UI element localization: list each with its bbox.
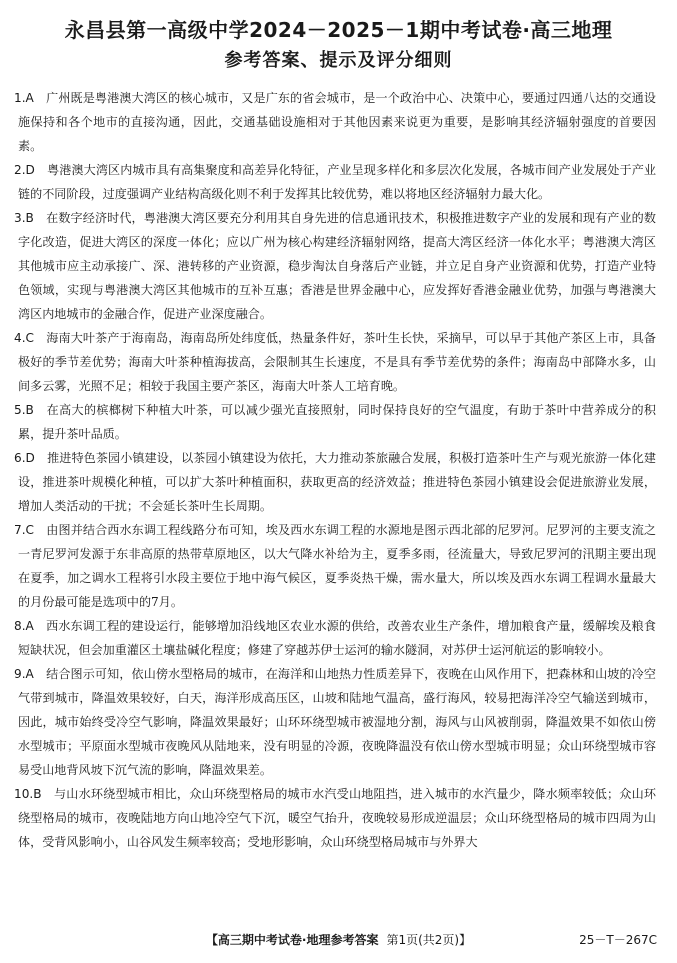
answer-number: 9.A	[14, 667, 34, 681]
document-subtitle: 参考答案、提示及评分细则	[224, 50, 453, 71]
page-footer	[0, 931, 677, 951]
answer-number: 5.B	[14, 403, 34, 417]
answer-number: 2.D	[14, 163, 35, 177]
footer-code: 25－T－267C	[579, 933, 657, 947]
answer-explanation: 在数字经济时代，粤港澳大湾区要充分利用其自身先进的信息通讯技术，积极推进数字产业的发展和现有产业的数字化改造，促进大湾区的深度一体化；应以广州为核心构建经济辐射网络，提高大湾区经济一体化水平；粤港澳大湾区其他城市应主动承接广、深、港转移的产业资源，稳步淘汰自身落后产业链，并立足自身产业资源和优势，打造产业特色领域，实现与粤港澳大湾区其他城市的互补互惠；香港是世界金融中心，应发挥好香港金融业优势，加强与粤港澳大湾区内地城市的金融合作，促进产业深度融合。	[18, 211, 656, 321]
answer-explanation: 海南大叶茶产于海南岛，海南岛所处纬度低，热量条件好，茶叶生长快，采摘早，可以早于其他产茶区上市，具备极好的季节差优势；海南大叶茶种植海拔高，会限制其生长速度，不是具有季节差优势的条件；海南岛中部降水多，山间多云雾，光照不足；相较于我国主要产茶区，海南大叶茶人工培育晚。	[18, 331, 656, 393]
answer-item	[14, 398, 656, 446]
answer-number: 6.D	[14, 451, 35, 465]
answer-item	[14, 158, 656, 206]
answer-number: 3.B	[14, 211, 34, 225]
answer-explanation: 与山水环绕型城市相比，众山环绕型格局的城市水汽受山地阻挡，进入城市的水汽量少，降水频率较低；众山环绕型格局的城市，夜晚陆地方向山地冷空气下沉，暖空气抬升，夜晚较易形成逆温层；众山环绕型格局的城市四周为山体，受背风影响小，山谷风发生频率较高；受地形影响，众山环绕型格局城市与外界大	[18, 787, 656, 849]
answer-item	[14, 206, 656, 326]
footer-page-number: 第1页(共2页)】	[386, 933, 472, 947]
answer-number: 1.A	[14, 91, 34, 105]
footer-title	[0, 931, 677, 948]
answer-item	[14, 662, 656, 782]
answer-explanation: 结合图示可知，依山傍水型格局的城市，在海洋和山地热力性质差异下，夜晚在山风作用下，把森林和山坡的冷空气带到城市，降温效果较好，白天，海洋形成高压区，山坡和陆地气温高，盛行海风，较易把海洋冷空气输送到城市，因此，城市始终受冷空气影响，降温效果最好；山环环绕型城市被湿地分割，海风与山风被削弱，降温效果不如依山傍水型城市；平原面水型城市夜晚风从陆地来，没有明显的冷源，夜晚降温没有依山傍水型城市明显；众山环绕型城市容易受山地背风坡下沉气流的影响，降温效果差。	[18, 667, 656, 777]
answer-item	[14, 614, 656, 662]
answer-explanation: 粤港澳大湾区内城市具有高集聚度和高差异化特征，产业呈现多样化和多层次化发展，各城市间产业发展处于产业链的不同阶段，过度强调产业结构高级化则不利于发挥其比较优势，难以将地区经济辐射力最大化。	[18, 163, 656, 201]
answer-explanation: 广州既是粤港澳大湾区的核心城市，又是广东的省会城市，是一个政治中心、决策中心，要通过四通八达的交通设施保持和各个地市的直接沟通，因此，交通基础设施相对于其他因素来说更为重要，是影响其经济辐射强度的首要因素。	[18, 91, 656, 153]
document-title: 永昌县第一高级中学2024－2025－1期中考试卷·高三地理	[64, 18, 613, 42]
answer-item	[14, 782, 656, 854]
answer-explanation: 推进特色茶园小镇建设，以茶园小镇建设为依托，大力推动茶旅融合发展，积极打造茶叶生产与观光旅游一体化建设，推进茶叶规模化种植，可以扩大茶叶种植面积，获取更高的经济效益；推进特色茶园小镇建设会促进旅游业发展，增加人类活动的干扰；不会延长茶叶生长周期。	[18, 451, 656, 513]
answer-item	[14, 86, 656, 158]
answer-number: 10.B	[14, 787, 42, 801]
footer-exam-name: 【高三期中考试卷·地理参考答案	[205, 933, 379, 947]
answer-explanation: 西水东调工程的建设运行，能够增加沿线地区农业水源的供给，改善农业生产条件，增加粮食产量，缓解埃及粮食短缺状况，但会加重灌区土壤盐碱化程度；修建了穿越苏伊士运河的输水隧洞，对苏伊士运河航运的影响较小。	[18, 619, 656, 657]
answer-number: 7.C	[14, 523, 34, 537]
answer-item	[14, 446, 656, 518]
answer-number: 4.C	[14, 331, 34, 345]
answer-explanation: 在高大的槟榔树下种植大叶茶，可以减少强光直接照射，同时保持良好的空气温度，有助于茶叶中营养成分的积累，提升茶叶品质。	[18, 403, 656, 441]
answer-list	[14, 86, 656, 854]
answer-explanation: 由图并结合西水东调工程线路分布可知，埃及西水东调工程的水源地是图示西北部的尼罗河。尼罗河的主要支流之一青尼罗河发源于东非高原的热带草原地区，以大气降水补给为主，夏季多雨，径流量大，导致尼罗河的汛期主要出现在夏季，加之调水工程将引水段主要位于地中海气候区，夏季炎热干燥，需水量大，所以埃及西水东调工程调水量最大的月份最可能是选项中的7月。	[18, 523, 656, 609]
answer-item	[14, 518, 656, 614]
answer-number: 8.A	[14, 619, 34, 633]
answer-item	[14, 326, 656, 398]
